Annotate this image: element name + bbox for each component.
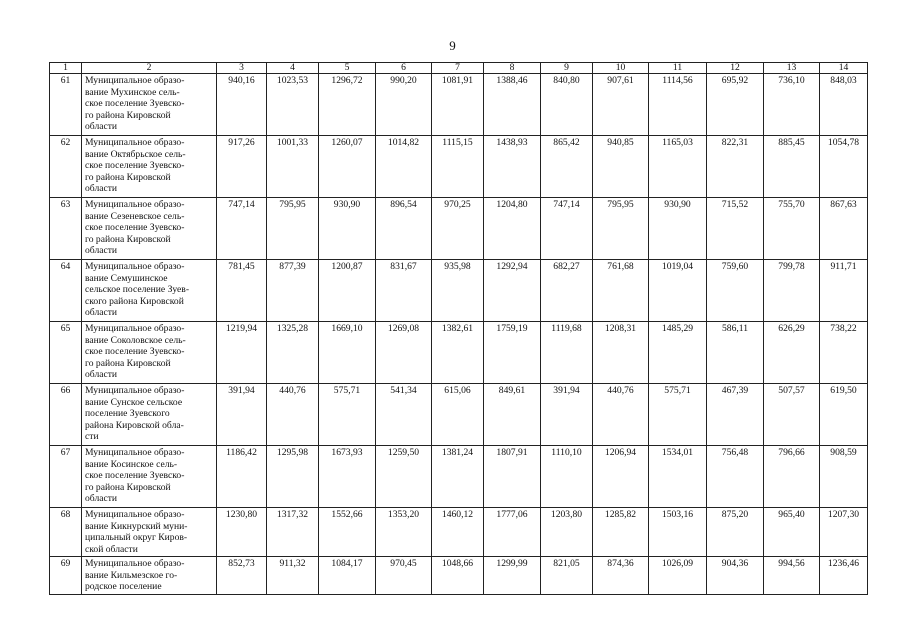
value-cell-col-13: 736,10 — [764, 74, 820, 136]
tariff-table — [49, 62, 868, 595]
municipality-name — [82, 446, 217, 508]
value-cell-col-4: 1325,28 — [267, 322, 319, 384]
value-cell-col-4: 911,32 — [267, 557, 319, 595]
value-cell-col-7: 970,25 — [432, 198, 484, 260]
municipality-name-line: области — [85, 369, 118, 381]
value-cell-col-9: 1203,80 — [541, 508, 593, 557]
value-cell-col-12: 695,92 — [707, 74, 764, 136]
value-cell-col-6: 1259,50 — [376, 446, 432, 508]
table-row — [50, 446, 868, 508]
column-header-5: 5 — [319, 63, 376, 74]
value-cell-col-10: 795,95 — [593, 198, 649, 260]
value-cell-col-8: 1204,80 — [484, 198, 541, 260]
value-cell-col-7: 1081,91 — [432, 74, 484, 136]
municipality-name-line: ципальный округ Киров- — [85, 532, 188, 544]
column-header-2: 2 — [82, 63, 217, 74]
municipality-name-line: области — [85, 245, 118, 257]
value-cell-col-3: 747,14 — [217, 198, 267, 260]
value-cell-col-6: 541,34 — [376, 384, 432, 446]
municipality-name-line: области — [85, 307, 118, 319]
value-cell-col-11: 1534,01 — [649, 446, 707, 508]
value-cell-col-3: 1186,42 — [217, 446, 267, 508]
value-cell-col-6: 1014,82 — [376, 136, 432, 198]
value-cell-col-3: 917,26 — [217, 136, 267, 198]
municipality-name — [82, 508, 217, 557]
municipality-name-line: вание Октябрьское сель- — [85, 148, 186, 160]
column-header-6: 6 — [376, 63, 432, 74]
column-header-3: 3 — [217, 63, 267, 74]
value-cell-col-11: 1485,29 — [649, 322, 707, 384]
municipality-name-line: ского района Кировской — [85, 295, 184, 307]
municipality-name-line: вание Кикнурский муни- — [85, 520, 188, 532]
row-number: 61 — [50, 74, 82, 136]
value-cell-col-5: 1084,17 — [319, 557, 376, 595]
value-cell-col-13: 799,78 — [764, 260, 820, 322]
value-cell-col-8: 1777,06 — [484, 508, 541, 557]
municipality-name-line: Муниципальное образо- — [85, 509, 185, 520]
value-cell-col-8: 1438,93 — [484, 136, 541, 198]
municipality-name-line: вание Мухинское сель- — [85, 86, 180, 98]
value-cell-col-8: 1759,19 — [484, 322, 541, 384]
municipality-name-line: сти — [85, 431, 99, 443]
municipality-name-line: го района Кировской — [85, 109, 171, 121]
value-cell-col-5: 1669,10 — [319, 322, 376, 384]
value-cell-col-5: 1296,72 — [319, 74, 376, 136]
municipality-name-line: района Кировской обла- — [85, 419, 184, 431]
municipality-name-line: ское поселение Зуевско- — [85, 470, 185, 482]
value-cell-col-4: 440,76 — [267, 384, 319, 446]
table-row — [50, 198, 868, 260]
municipality-name-line: области — [85, 493, 118, 505]
value-cell-col-11: 1026,09 — [649, 557, 707, 595]
value-cell-col-10: 1285,82 — [593, 508, 649, 557]
value-cell-col-6: 1353,20 — [376, 508, 432, 557]
value-cell-col-5: 575,71 — [319, 384, 376, 446]
value-cell-col-9: 821,05 — [541, 557, 593, 595]
table-row — [50, 260, 868, 322]
value-cell-col-10: 1206,94 — [593, 446, 649, 508]
column-header-14: 14 — [820, 63, 868, 74]
municipality-name-line: Муниципальное образо- — [85, 75, 185, 86]
municipality-name — [82, 260, 217, 322]
row-number: 69 — [50, 557, 82, 595]
value-cell-col-9: 682,27 — [541, 260, 593, 322]
value-cell-col-10: 940,85 — [593, 136, 649, 198]
column-header-12: 12 — [707, 63, 764, 74]
row-number: 68 — [50, 508, 82, 557]
municipality-name-line: вание Кильмезское го- — [85, 569, 178, 581]
municipality-name-line: области — [85, 121, 118, 133]
column-header-13: 13 — [764, 63, 820, 74]
value-cell-col-12: 822,31 — [707, 136, 764, 198]
table-row — [50, 322, 868, 384]
municipality-name-line: области — [85, 183, 118, 195]
value-cell-col-7: 1382,61 — [432, 322, 484, 384]
value-cell-col-3: 940,16 — [217, 74, 267, 136]
value-cell-col-7: 935,98 — [432, 260, 484, 322]
value-cell-col-14: 619,50 — [820, 384, 868, 446]
value-cell-col-9: 865,42 — [541, 136, 593, 198]
value-cell-col-11: 1019,04 — [649, 260, 707, 322]
municipality-name-line: Муниципальное образо- — [85, 323, 185, 334]
value-cell-col-8: 1292,94 — [484, 260, 541, 322]
municipality-name-line: вание Сезеневское сель- — [85, 210, 185, 222]
value-cell-col-12: 904,36 — [707, 557, 764, 595]
row-number: 67 — [50, 446, 82, 508]
value-cell-col-6: 896,54 — [376, 198, 432, 260]
column-header-7: 7 — [432, 63, 484, 74]
value-cell-col-10: 761,68 — [593, 260, 649, 322]
municipality-name-line: Муниципальное образо- — [85, 447, 185, 458]
municipality-name-line: Муниципальное образо- — [85, 385, 185, 396]
value-cell-col-5: 1552,66 — [319, 508, 376, 557]
municipality-name — [82, 384, 217, 446]
value-cell-col-3: 1230,80 — [217, 508, 267, 557]
row-number: 62 — [50, 136, 82, 198]
table-row — [50, 136, 868, 198]
municipality-name-line: Муниципальное образо- — [85, 199, 185, 210]
row-number: 63 — [50, 198, 82, 260]
municipality-name-line: вание Соколовское сель- — [85, 334, 186, 346]
value-cell-col-9: 1119,68 — [541, 322, 593, 384]
municipality-name — [82, 74, 217, 136]
value-cell-col-3: 391,94 — [217, 384, 267, 446]
value-cell-col-5: 1260,07 — [319, 136, 376, 198]
municipality-name-line: го района Кировской — [85, 357, 171, 369]
value-cell-col-14: 908,59 — [820, 446, 868, 508]
row-number: 65 — [50, 322, 82, 384]
header-row — [50, 63, 868, 74]
municipality-name-line: ское поселение Зуевско- — [85, 160, 185, 172]
municipality-name — [82, 557, 217, 595]
value-cell-col-10: 440,76 — [593, 384, 649, 446]
value-cell-col-3: 852,73 — [217, 557, 267, 595]
value-cell-col-11: 1503,16 — [649, 508, 707, 557]
column-header-8: 8 — [484, 63, 541, 74]
value-cell-col-11: 1165,03 — [649, 136, 707, 198]
table-row — [50, 384, 868, 446]
municipality-name-line: вание Косинское сель- — [85, 458, 178, 470]
value-cell-col-7: 615,06 — [432, 384, 484, 446]
value-cell-col-8: 1299,99 — [484, 557, 541, 595]
column-header-9: 9 — [541, 63, 593, 74]
value-cell-col-13: 885,45 — [764, 136, 820, 198]
municipality-name — [82, 322, 217, 384]
value-cell-col-14: 1236,46 — [820, 557, 868, 595]
value-cell-col-12: 756,48 — [707, 446, 764, 508]
value-cell-col-9: 747,14 — [541, 198, 593, 260]
municipality-name-line: ское поселение Зуевско- — [85, 222, 185, 234]
value-cell-col-4: 877,39 — [267, 260, 319, 322]
row-number: 64 — [50, 260, 82, 322]
municipality-name-line: го района Кировской — [85, 233, 171, 245]
value-cell-col-4: 795,95 — [267, 198, 319, 260]
value-cell-col-5: 1200,87 — [319, 260, 376, 322]
municipality-name-line: го района Кировской — [85, 171, 171, 183]
column-header-4: 4 — [267, 63, 319, 74]
value-cell-col-8: 849,61 — [484, 384, 541, 446]
table-row — [50, 557, 868, 595]
municipality-name-line: го района Кировской — [85, 481, 171, 493]
value-cell-col-12: 467,39 — [707, 384, 764, 446]
municipality-name-line: Муниципальное образо- — [85, 261, 185, 272]
value-cell-col-5: 930,90 — [319, 198, 376, 260]
value-cell-col-10: 1208,31 — [593, 322, 649, 384]
value-cell-col-6: 1269,08 — [376, 322, 432, 384]
value-cell-col-14: 867,63 — [820, 198, 868, 260]
municipality-name-line: родское поселение — [85, 581, 162, 593]
value-cell-col-5: 1673,93 — [319, 446, 376, 508]
value-cell-col-8: 1388,46 — [484, 74, 541, 136]
municipality-name-line: ское поселение Зуевско- — [85, 98, 185, 110]
table-row — [50, 508, 868, 557]
value-cell-col-14: 911,71 — [820, 260, 868, 322]
value-cell-col-6: 831,67 — [376, 260, 432, 322]
value-cell-col-6: 970,45 — [376, 557, 432, 595]
value-cell-col-11: 575,71 — [649, 384, 707, 446]
value-cell-col-11: 1114,56 — [649, 74, 707, 136]
value-cell-col-13: 965,40 — [764, 508, 820, 557]
value-cell-col-10: 907,61 — [593, 74, 649, 136]
value-cell-col-12: 586,11 — [707, 322, 764, 384]
value-cell-col-12: 715,52 — [707, 198, 764, 260]
municipality-name-line: сельское поселение Зуев- — [85, 284, 190, 296]
column-header-11: 11 — [649, 63, 707, 74]
municipality-name-line: Муниципальное образо- — [85, 137, 185, 148]
value-cell-col-3: 781,45 — [217, 260, 267, 322]
municipality-name-line: ской области — [85, 543, 138, 555]
value-cell-col-12: 875,20 — [707, 508, 764, 557]
value-cell-col-14: 1054,78 — [820, 136, 868, 198]
municipality-name-line: Муниципальное образо- — [85, 558, 185, 569]
municipality-name — [82, 136, 217, 198]
value-cell-col-10: 874,36 — [593, 557, 649, 595]
value-cell-col-11: 930,90 — [649, 198, 707, 260]
value-cell-col-7: 1115,15 — [432, 136, 484, 198]
row-number: 66 — [50, 384, 82, 446]
value-cell-col-7: 1460,12 — [432, 508, 484, 557]
value-cell-col-4: 1317,32 — [267, 508, 319, 557]
municipality-name-line: поселение Зуевского — [85, 408, 170, 420]
municipality-name — [82, 198, 217, 260]
municipality-name-line: вание Семушинское — [85, 272, 168, 284]
value-cell-col-13: 755,70 — [764, 198, 820, 260]
value-cell-col-13: 994,56 — [764, 557, 820, 595]
value-cell-col-13: 796,66 — [764, 446, 820, 508]
value-cell-col-13: 626,29 — [764, 322, 820, 384]
page-number: 9 — [449, 38, 456, 53]
value-cell-col-6: 990,20 — [376, 74, 432, 136]
table-row — [50, 74, 868, 136]
value-cell-col-3: 1219,94 — [217, 322, 267, 384]
value-cell-col-4: 1023,53 — [267, 74, 319, 136]
value-cell-col-9: 840,80 — [541, 74, 593, 136]
value-cell-col-4: 1295,98 — [267, 446, 319, 508]
value-cell-col-12: 759,60 — [707, 260, 764, 322]
value-cell-col-7: 1048,66 — [432, 557, 484, 595]
value-cell-col-14: 738,22 — [820, 322, 868, 384]
municipality-name-line: вание Сунское сельское — [85, 396, 183, 408]
value-cell-col-14: 848,03 — [820, 74, 868, 136]
value-cell-col-9: 391,94 — [541, 384, 593, 446]
value-cell-col-9: 1110,10 — [541, 446, 593, 508]
value-cell-col-4: 1001,33 — [267, 136, 319, 198]
value-cell-col-14: 1207,30 — [820, 508, 868, 557]
value-cell-col-7: 1381,24 — [432, 446, 484, 508]
column-header-10: 10 — [593, 63, 649, 74]
value-cell-col-13: 507,57 — [764, 384, 820, 446]
value-cell-col-8: 1807,91 — [484, 446, 541, 508]
municipality-name-line: ское поселение Зуевско- — [85, 346, 185, 358]
column-header-1: 1 — [50, 63, 82, 74]
